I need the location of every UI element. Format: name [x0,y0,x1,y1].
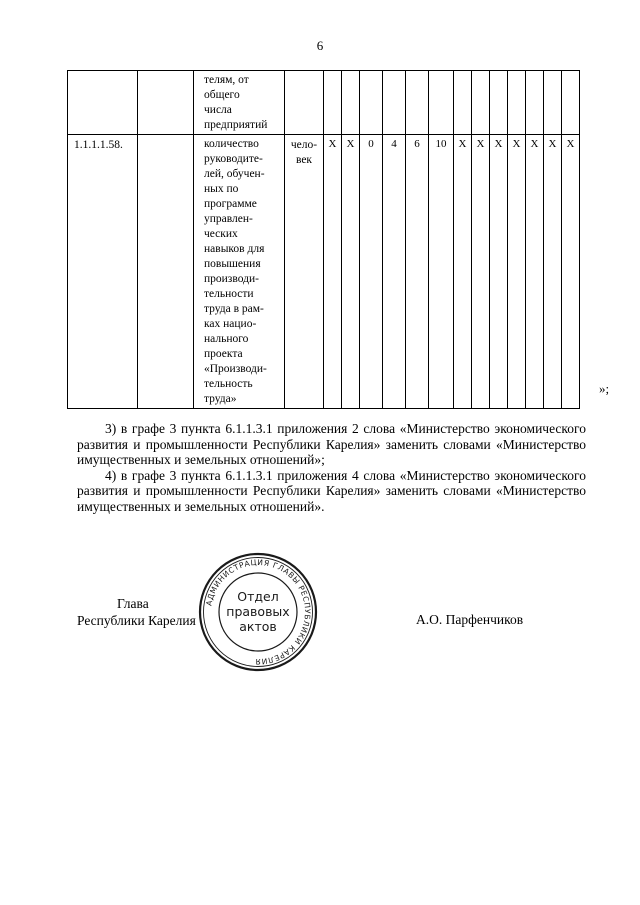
description-line: повышения [204,258,261,270]
description-line: проекта [204,348,243,360]
amendment-text [77,421,586,515]
description-line: лей, обучен- [204,168,265,180]
description-line: нального [204,333,249,345]
value-cell [454,71,472,135]
description-line: производи- [204,273,259,285]
value-cell: X [562,135,580,409]
value-cell: X [544,135,562,409]
description-line: ках нацио- [204,318,257,330]
page-number: 6 [316,38,324,53]
value-cell: X [490,135,508,409]
table-row [68,71,580,135]
value-cell: 0 [360,135,383,409]
value-cell [526,71,544,135]
value-cell [360,71,383,135]
description-line: ных по [204,183,239,195]
stamp-ring-text: АДМИНИСТРАЦИЯ ГЛАВЫ РЕСПУБЛИКИ КАРЕЛИЯ [204,557,313,667]
indicator-description-cell [194,135,285,409]
value-cell: 4 [383,135,406,409]
description-line: предприятий [204,119,268,131]
description-line: телям, от [204,74,249,86]
row-number-cell: 1.1.1.1.58. [68,135,138,409]
table-row [68,135,580,409]
unit-line: век [295,154,313,166]
stamp-center-line-1: Отдел [237,589,279,604]
description-line: тельность [204,378,253,390]
value-cell: 6 [406,135,429,409]
row-number-cell [68,71,138,135]
value-cell [472,71,490,135]
stamp-center-line-3: актов [239,619,277,634]
value-cell: X [472,135,490,409]
value-cell [429,71,454,135]
value-cell: X [454,135,472,409]
signatory-name: А.О. Парфенчиков [416,612,524,627]
unit-cell [285,135,324,409]
signatory-title-line1: Глава [117,596,149,611]
value-cell [508,71,526,135]
indicator-table [67,70,580,409]
closing-quote: »; [599,381,610,396]
empty-cell [138,71,194,135]
description-line: ческих [204,228,238,240]
unit-cell [285,71,324,135]
value-cell [324,71,342,135]
value-cell: 10 [429,135,454,409]
description-line: количество [204,138,259,150]
stamp-graphic [196,550,320,674]
description-line: общего [204,89,240,101]
value-cell: X [508,135,526,409]
description-line: руководите- [204,153,263,165]
official-stamp-seal [196,550,320,674]
amendment-paragraph-3: 3) в графе 3 пункта 6.1.1.3.1 приложения 2 слова «Министерство экономического развития и промышленности Республики Карелия» заменить словами «Министерство имущественных и земельных отношений»; [77,421,586,468]
description-line: «Производи- [204,363,267,375]
description-line: тельности [204,288,254,300]
value-cell: X [342,135,360,409]
value-cell [544,71,562,135]
value-cell [342,71,360,135]
description-line: труда» [204,393,237,405]
amendment-paragraph-4: 4) в графе 3 пункта 6.1.1.3.1 приложения 4 слова «Министерство экономического развития и промышленности Республики Карелия» заменить словами «Министерство имущественных и земельных отношений». [77,467,586,514]
indicator-description-cell [194,71,285,135]
value-cell [406,71,429,135]
description-line: программе [204,198,257,210]
value-cell: X [526,135,544,409]
description-line: навыков для [204,243,265,255]
stamp-center-line-2: правовых [226,604,290,619]
description-line: числа [204,104,232,116]
description-line: управлен- [204,213,253,225]
value-cell [490,71,508,135]
value-cell [383,71,406,135]
empty-cell [138,135,194,409]
value-cell [562,71,580,135]
value-cell: X [324,135,342,409]
description-line: труда в рам- [204,303,264,315]
unit-line: чело- [290,139,318,151]
signatory-title-line2: Республики Карелия [77,613,196,628]
